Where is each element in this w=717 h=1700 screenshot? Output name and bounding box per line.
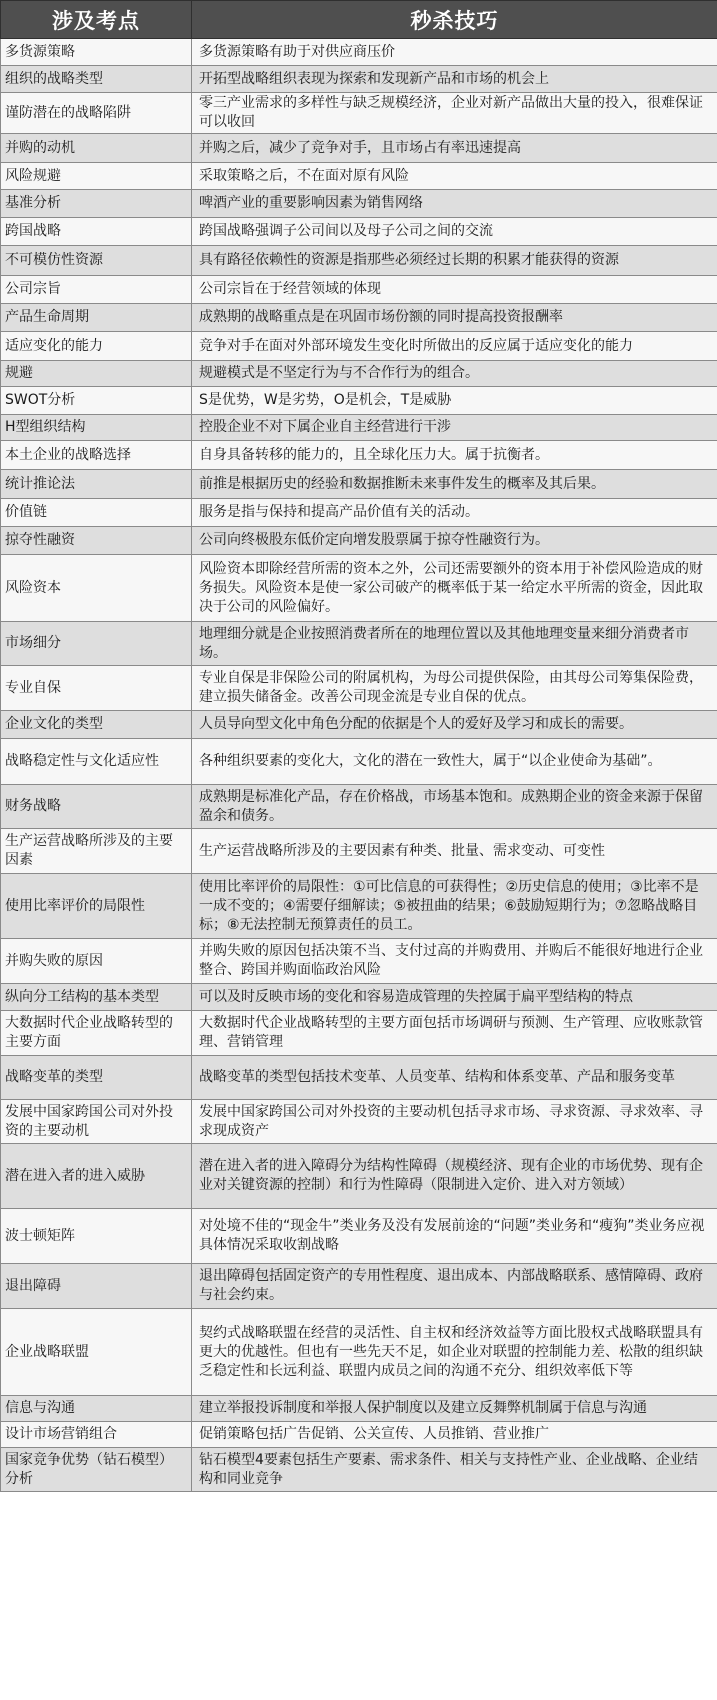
tip-cell: 自身具备转移的能力的，且全球化压力大。属于抗衡者。: [192, 441, 717, 470]
topic-cell: 信息与沟通: [1, 1396, 192, 1422]
topic-cell: 产品生命周期: [1, 304, 192, 332]
tip-cell: 钻石模型4要素包括生产要素、需求条件、相关与支持性产业、企业战略、企业结构和同业竞争: [192, 1448, 717, 1492]
tip-cell: 控股企业不对下属企业自主经营进行干涉: [192, 415, 717, 441]
table-row: [1, 163, 717, 190]
table-row: [1, 555, 717, 622]
table-row: [1, 39, 717, 66]
table-row: [1, 304, 717, 332]
table-row: [1, 499, 717, 527]
topic-cell: 生产运营战略所涉及的主要因素: [1, 829, 192, 874]
table-row: [1, 134, 717, 163]
tip-cell: 人员导向型文化中角色分配的依据是个人的爱好及学习和成长的需要。: [192, 711, 717, 739]
topic-cell: 波士顿矩阵: [1, 1209, 192, 1264]
table-row: [1, 666, 717, 711]
tip-cell: 零三产业需求的多样性与缺乏规模经济，企业对新产品做出大量的投入，很难保证可以收回: [192, 93, 717, 134]
header-topic: 涉及考点: [1, 1, 192, 39]
tip-cell: 风险资本即除经营所需的资本之外，公司还需要额外的资本用于补偿风险造成的财务损失。风险资本是使一家公司破产的概率低于某一给定水平所需的资金，因此取决于公司的风险偏好。: [192, 555, 717, 622]
tip-cell: 开拓型战略组织表现为探索和发现新产品和市场的机会上: [192, 66, 717, 93]
table-row: [1, 66, 717, 93]
topic-cell: 发展中国家跨国公司对外投资的主要动机: [1, 1100, 192, 1144]
topic-cell: 设计市场营销组合: [1, 1422, 192, 1448]
topic-cell: 企业文化的类型: [1, 711, 192, 739]
topic-cell: 价值链: [1, 499, 192, 527]
topic-cell: 适应变化的能力: [1, 332, 192, 361]
topic-cell: 风险资本: [1, 555, 192, 622]
topic-cell: 掠夺性融资: [1, 527, 192, 555]
topic-cell: 组织的战略类型: [1, 66, 192, 93]
tip-cell: 并购失败的原因包括决策不当、支付过高的并购费用、并购后不能很好地进行企业整合、跨国并购面临政治风险: [192, 939, 717, 984]
tip-cell: 服务是指与保持和提高产品价值有关的活动。: [192, 499, 717, 527]
tip-cell: 专业自保是非保险公司的附属机构，为母公司提供保险，由其母公司筹集保险费，建立损失储备金。改善公司现金流是专业自保的优点。: [192, 666, 717, 711]
table-row: [1, 1422, 717, 1448]
tip-cell: 具有路径依赖性的资源是指那些必须经过长期的积累才能获得的资源: [192, 246, 717, 276]
topic-cell: 纵向分工结构的基本类型: [1, 984, 192, 1011]
topic-cell: 多货源策略: [1, 39, 192, 66]
topic-cell: 战略稳定性与文化适应性: [1, 739, 192, 785]
table-row: [1, 93, 717, 134]
tip-cell: 大数据时代企业战略转型的主要方面包括市场调研与预测、生产管理、应收账款管理、营销管理: [192, 1011, 717, 1056]
table-row: [1, 1264, 717, 1309]
topic-cell: 退出障碍: [1, 1264, 192, 1309]
tip-cell: 建立举报投诉制度和举报人保护制度以及建立反舞弊机制属于信息与沟通: [192, 1396, 717, 1422]
table-row: [1, 1309, 717, 1396]
tip-cell: 跨国战略强调子公司间以及母子公司之间的交流: [192, 218, 717, 246]
table-row: [1, 1209, 717, 1264]
topic-cell: 并购的动机: [1, 134, 192, 163]
table-row: [1, 387, 717, 415]
table-body: [1, 39, 717, 1492]
tip-cell: 促销策略包括广告促销、公关宣传、人员推销、营业推广: [192, 1422, 717, 1448]
tip-cell: 多货源策略有助于对供应商压价: [192, 39, 717, 66]
table-row: [1, 874, 717, 939]
tip-cell: S是优势，W是劣势，O是机会，T是威胁: [192, 387, 717, 415]
table-row: [1, 711, 717, 739]
topic-cell: 本土企业的战略选择: [1, 441, 192, 470]
topic-cell: 市场细分: [1, 622, 192, 666]
table-row: [1, 829, 717, 874]
topic-cell: 风险规避: [1, 163, 192, 190]
table-header-row: [1, 1, 717, 39]
table-row: [1, 415, 717, 441]
table-row: [1, 218, 717, 246]
table-row: [1, 361, 717, 387]
tip-cell: 对处境不佳的“现金牛”类业务及没有发展前途的“问题”类业务和“瘦狗”类业务应视具体情况采取收割战略: [192, 1209, 717, 1264]
topic-cell: H型组织结构: [1, 415, 192, 441]
table-row: [1, 246, 717, 276]
topic-cell: 使用比率评价的局限性: [1, 874, 192, 939]
tip-cell: 战略变革的类型包括技术变革、人员变革、结构和体系变革、产品和服务变革: [192, 1056, 717, 1100]
tip-cell: 退出障碍包括固定资产的专用性程度、退出成本、内部战略联系、感情障碍、政府与社会约束。: [192, 1264, 717, 1309]
tip-cell: 成熟期的战略重点是在巩固市场份额的同时提高投资报酬率: [192, 304, 717, 332]
topic-cell: 企业战略联盟: [1, 1309, 192, 1396]
table-row: [1, 1448, 717, 1492]
table-row: [1, 1056, 717, 1100]
table-row: [1, 527, 717, 555]
table-row: [1, 190, 717, 218]
topic-cell: 大数据时代企业战略转型的主要方面: [1, 1011, 192, 1056]
topic-cell: 规避: [1, 361, 192, 387]
topic-cell: SWOT分析: [1, 387, 192, 415]
tip-cell: 发展中国家跨国公司对外投资的主要动机包括寻求市场、寻求资源、寻求效率、寻求现成资产: [192, 1100, 717, 1144]
table-row: [1, 1396, 717, 1422]
table-row: [1, 332, 717, 361]
table-row: [1, 1144, 717, 1209]
tip-cell: 地理细分就是企业按照消费者所在的地理位置以及其他地理变量来细分消费者市场。: [192, 622, 717, 666]
topic-cell: 公司宗旨: [1, 276, 192, 304]
tip-cell: 契约式战略联盟在经营的灵活性、自主权和经济效益等方面比股权式战略联盟具有更大的优越性。但也有一些先天不足，如企业对联盟的控制能力差、松散的组织缺乏稳定性和长远利益、联盟内成员之间的沟通不充分、组织效率低下等: [192, 1309, 717, 1396]
topic-cell: 跨国战略: [1, 218, 192, 246]
table-row: [1, 984, 717, 1011]
table-row: [1, 939, 717, 984]
tip-cell: 公司宗旨在于经营领域的体现: [192, 276, 717, 304]
tip-cell: 啤酒产业的重要影响因素为销售网络: [192, 190, 717, 218]
table-row: [1, 739, 717, 785]
topic-cell: 不可模仿性资源: [1, 246, 192, 276]
table-row: [1, 276, 717, 304]
topic-cell: 战略变革的类型: [1, 1056, 192, 1100]
topic-cell: 并购失败的原因: [1, 939, 192, 984]
table-row: [1, 470, 717, 499]
tip-cell: 各种组织要素的变化大，文化的潜在一致性大，属于“以企业使命为基础”。: [192, 739, 717, 785]
tip-cell: 公司向终极股东低价定向增发股票属于掠夺性融资行为。: [192, 527, 717, 555]
topic-cell: 财务战略: [1, 785, 192, 829]
table-row: [1, 441, 717, 470]
topic-cell: 谨防潜在的战略陷阱: [1, 93, 192, 134]
table-row: [1, 1100, 717, 1144]
tip-cell: 竞争对手在面对外部环境发生变化时所做出的反应属于适应变化的能力: [192, 332, 717, 361]
topic-cell: 专业自保: [1, 666, 192, 711]
tip-cell: 前推是根据历史的经验和数据推断未来事件发生的概率及其后果。: [192, 470, 717, 499]
table-row: [1, 1011, 717, 1056]
tip-cell: 生产运营战略所涉及的主要因素有种类、批量、需求变动、可变性: [192, 829, 717, 874]
tip-cell: 使用比率评价的局限性：①可比信息的可获得性；②历史信息的使用；③比率不是一成不变的；④需要仔细解读；⑤被扭曲的结果；⑥鼓励短期行为；⑦忽略战略目标；⑧无法控制无预算责任的员工。: [192, 874, 717, 939]
topic-cell: 基准分析: [1, 190, 192, 218]
tip-cell: 并购之后，减少了竞争对手，且市场占有率迅速提高: [192, 134, 717, 163]
tip-cell: 可以及时反映市场的变化和容易造成管理的失控属于扁平型结构的特点: [192, 984, 717, 1011]
tip-cell: 成熟期是标准化产品，存在价格战，市场基本饱和。成熟期企业的资金来源于保留盈余和债务。: [192, 785, 717, 829]
tip-cell: 采取策略之后，不在面对原有风险: [192, 163, 717, 190]
header-tip: 秒杀技巧: [192, 1, 717, 39]
table-row: [1, 622, 717, 666]
topic-cell: 统计推论法: [1, 470, 192, 499]
tip-cell: 规避模式是不坚定行为与不合作行为的组合。: [192, 361, 717, 387]
table-row: [1, 785, 717, 829]
topic-cell: 潜在进入者的进入威胁: [1, 1144, 192, 1209]
tip-cell: 潜在进入者的进入障碍分为结构性障碍（规模经济、现有企业的市场优势、现有企业对关键资源的控制）和行为性障碍（限制进入定价、进入对方领域）: [192, 1144, 717, 1209]
topic-cell: 国家竞争优势（钻石模型）分析: [1, 1448, 192, 1492]
